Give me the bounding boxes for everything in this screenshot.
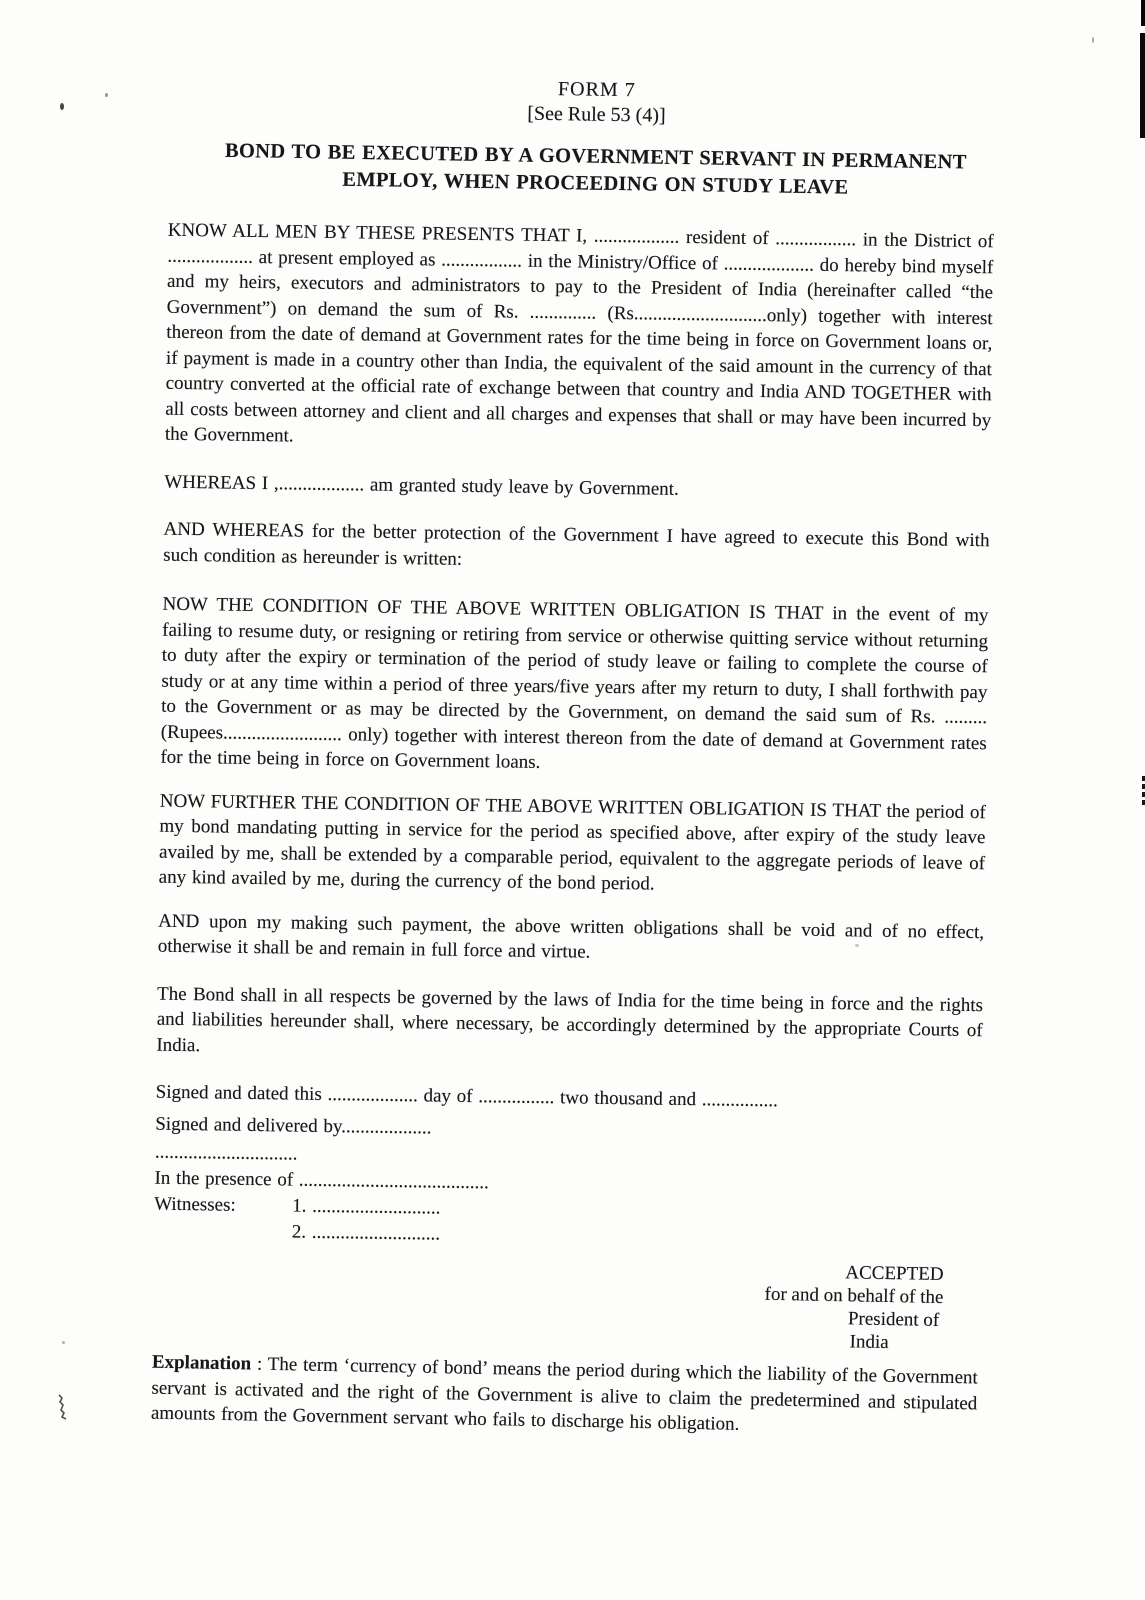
explanation-paragraph (151, 1350, 978, 1442)
signed-dated-line: Signed and dated this ................... day of ................ two thousand and ................ (155, 1081, 778, 1112)
paragraph-know-all-men: KNOW ALL MEN BY THESE PRESENTS THAT I, .................. resident of ................. in the District of .................. at present employed as ................. in the Ministry/Office of ................... do hereby bind myself and my heirs, executors and administrators to pay to the President of India (hereinafter called “the Government”) on demand the sum of Rs. .............. (Rs............................only) together with interest thereon from the date of demand at Government rates for the time being in force on Government loans or, if payment is made in a country other than India, the equivalent of the said amount in the currency of that country converted at the official rate of exchange between that country and India AND TOGETHER with all costs between attorney and client and all charges and expenses that shall or may have been incurred by the Government. (164, 219, 994, 447)
explanation-text: : The term ‘currency of bond’ means the period during which the liability of the Government servant is activated and the right of the Government is alive to claim the predetermined and stipulated amounts from the Government servant who fails to discharge his obligation. (150, 1353, 978, 1435)
ink-speck (1092, 37, 1094, 43)
accepted-line-behalf: for and on behalf of the (764, 1283, 944, 1309)
ink-blot (55, 1393, 69, 1421)
witnesses-label: Witnesses: (154, 1193, 236, 1216)
presence-line: In the presence of ........................................ (154, 1167, 489, 1194)
paragraph-whereas: WHEREAS I ,.................. am granted study leave by Government. (164, 471, 679, 500)
form-number: FORM 7 (557, 78, 636, 102)
witness-indent-spacer (154, 1218, 292, 1246)
rule-reference: [See Rule 53 (4)] (527, 102, 666, 127)
scan-edge-line-upper (1140, 33, 1145, 138)
ink-speck (60, 103, 64, 110)
paragraph-further-condition: NOW FURTHER THE CONDITION OF THE ABOVE WRITTEN OBLIGATION IS THAT the period of my bond mandating putting in service for the period as specified above, after expiry of the study leave availed by me, shall be extended by a comparable period, equivalent to the aggregate periods of leave of any kind availed by me, during the currency of the bond period. (158, 790, 986, 895)
accepted-line-president: President of (847, 1308, 940, 1331)
document-title-line-2: EMPLOY, WHEN PROCEEDING ON STUDY LEAVE (342, 168, 849, 199)
ink-speck (855, 944, 859, 947)
paragraph-governing-law: The Bond shall in all respects be governed by the laws of India for the time being in force and the rights and liabilities hereunder shall, where necessary, be accordingly determined by the appropriate Courts of India. (156, 983, 984, 1056)
explanation-lead: Explanation (151, 1351, 252, 1375)
ink-speck (105, 93, 108, 97)
signature-section (154, 1080, 982, 1256)
accepted-line-india: India (849, 1331, 889, 1354)
paragraph-and-whereas: AND WHEREAS for the better protection of the Government I have agreed to execute this Bond with such condition as hereunder is written: (163, 518, 990, 570)
document-header (182, 71, 1010, 204)
signed-delivered-line: Signed and delivered by................... (155, 1113, 432, 1139)
document-title (182, 137, 1009, 204)
ink-speck (62, 1341, 65, 1344)
scan-edge-line-top (1141, 0, 1145, 26)
witness-1-line: 1. ........................... (292, 1195, 441, 1219)
document-content (151, 72, 996, 1438)
paragraph-condition: NOW THE CONDITION OF THE ABOVE WRITTEN OBLIGATION IS THAT in the event of my failing to resume duty, or resigning or retiring from service or otherwise quitting service without returning to duty after the expiry or termination of the period of study leave or failing to complete the course of study or at any time within a period of three years/five years after my return to duty, I shall forthwith pay to the Government or as may be directed by the Government, on demand the said sum of Rs. .........(Rupees......................... only) together with interest thereon from the date of demand at Government rates for the time being in force on Government loans. (160, 593, 989, 773)
paragraph-payment-void: AND upon my making such payment, the above written obligations shall be void and of no effect, otherwise it shall be and remain in full force and virtue. (157, 910, 985, 963)
witness-2-line: 2. ........................... (291, 1221, 441, 1245)
document-title-line-1: BOND TO BE EXECUTED BY A GOVERNMENT SERVANT IN PERMANENT (224, 139, 967, 174)
accepted-heading: ACCEPTED (845, 1262, 944, 1286)
accepted-block (728, 1259, 980, 1356)
signature-dotted-line: .............................. (154, 1141, 298, 1165)
